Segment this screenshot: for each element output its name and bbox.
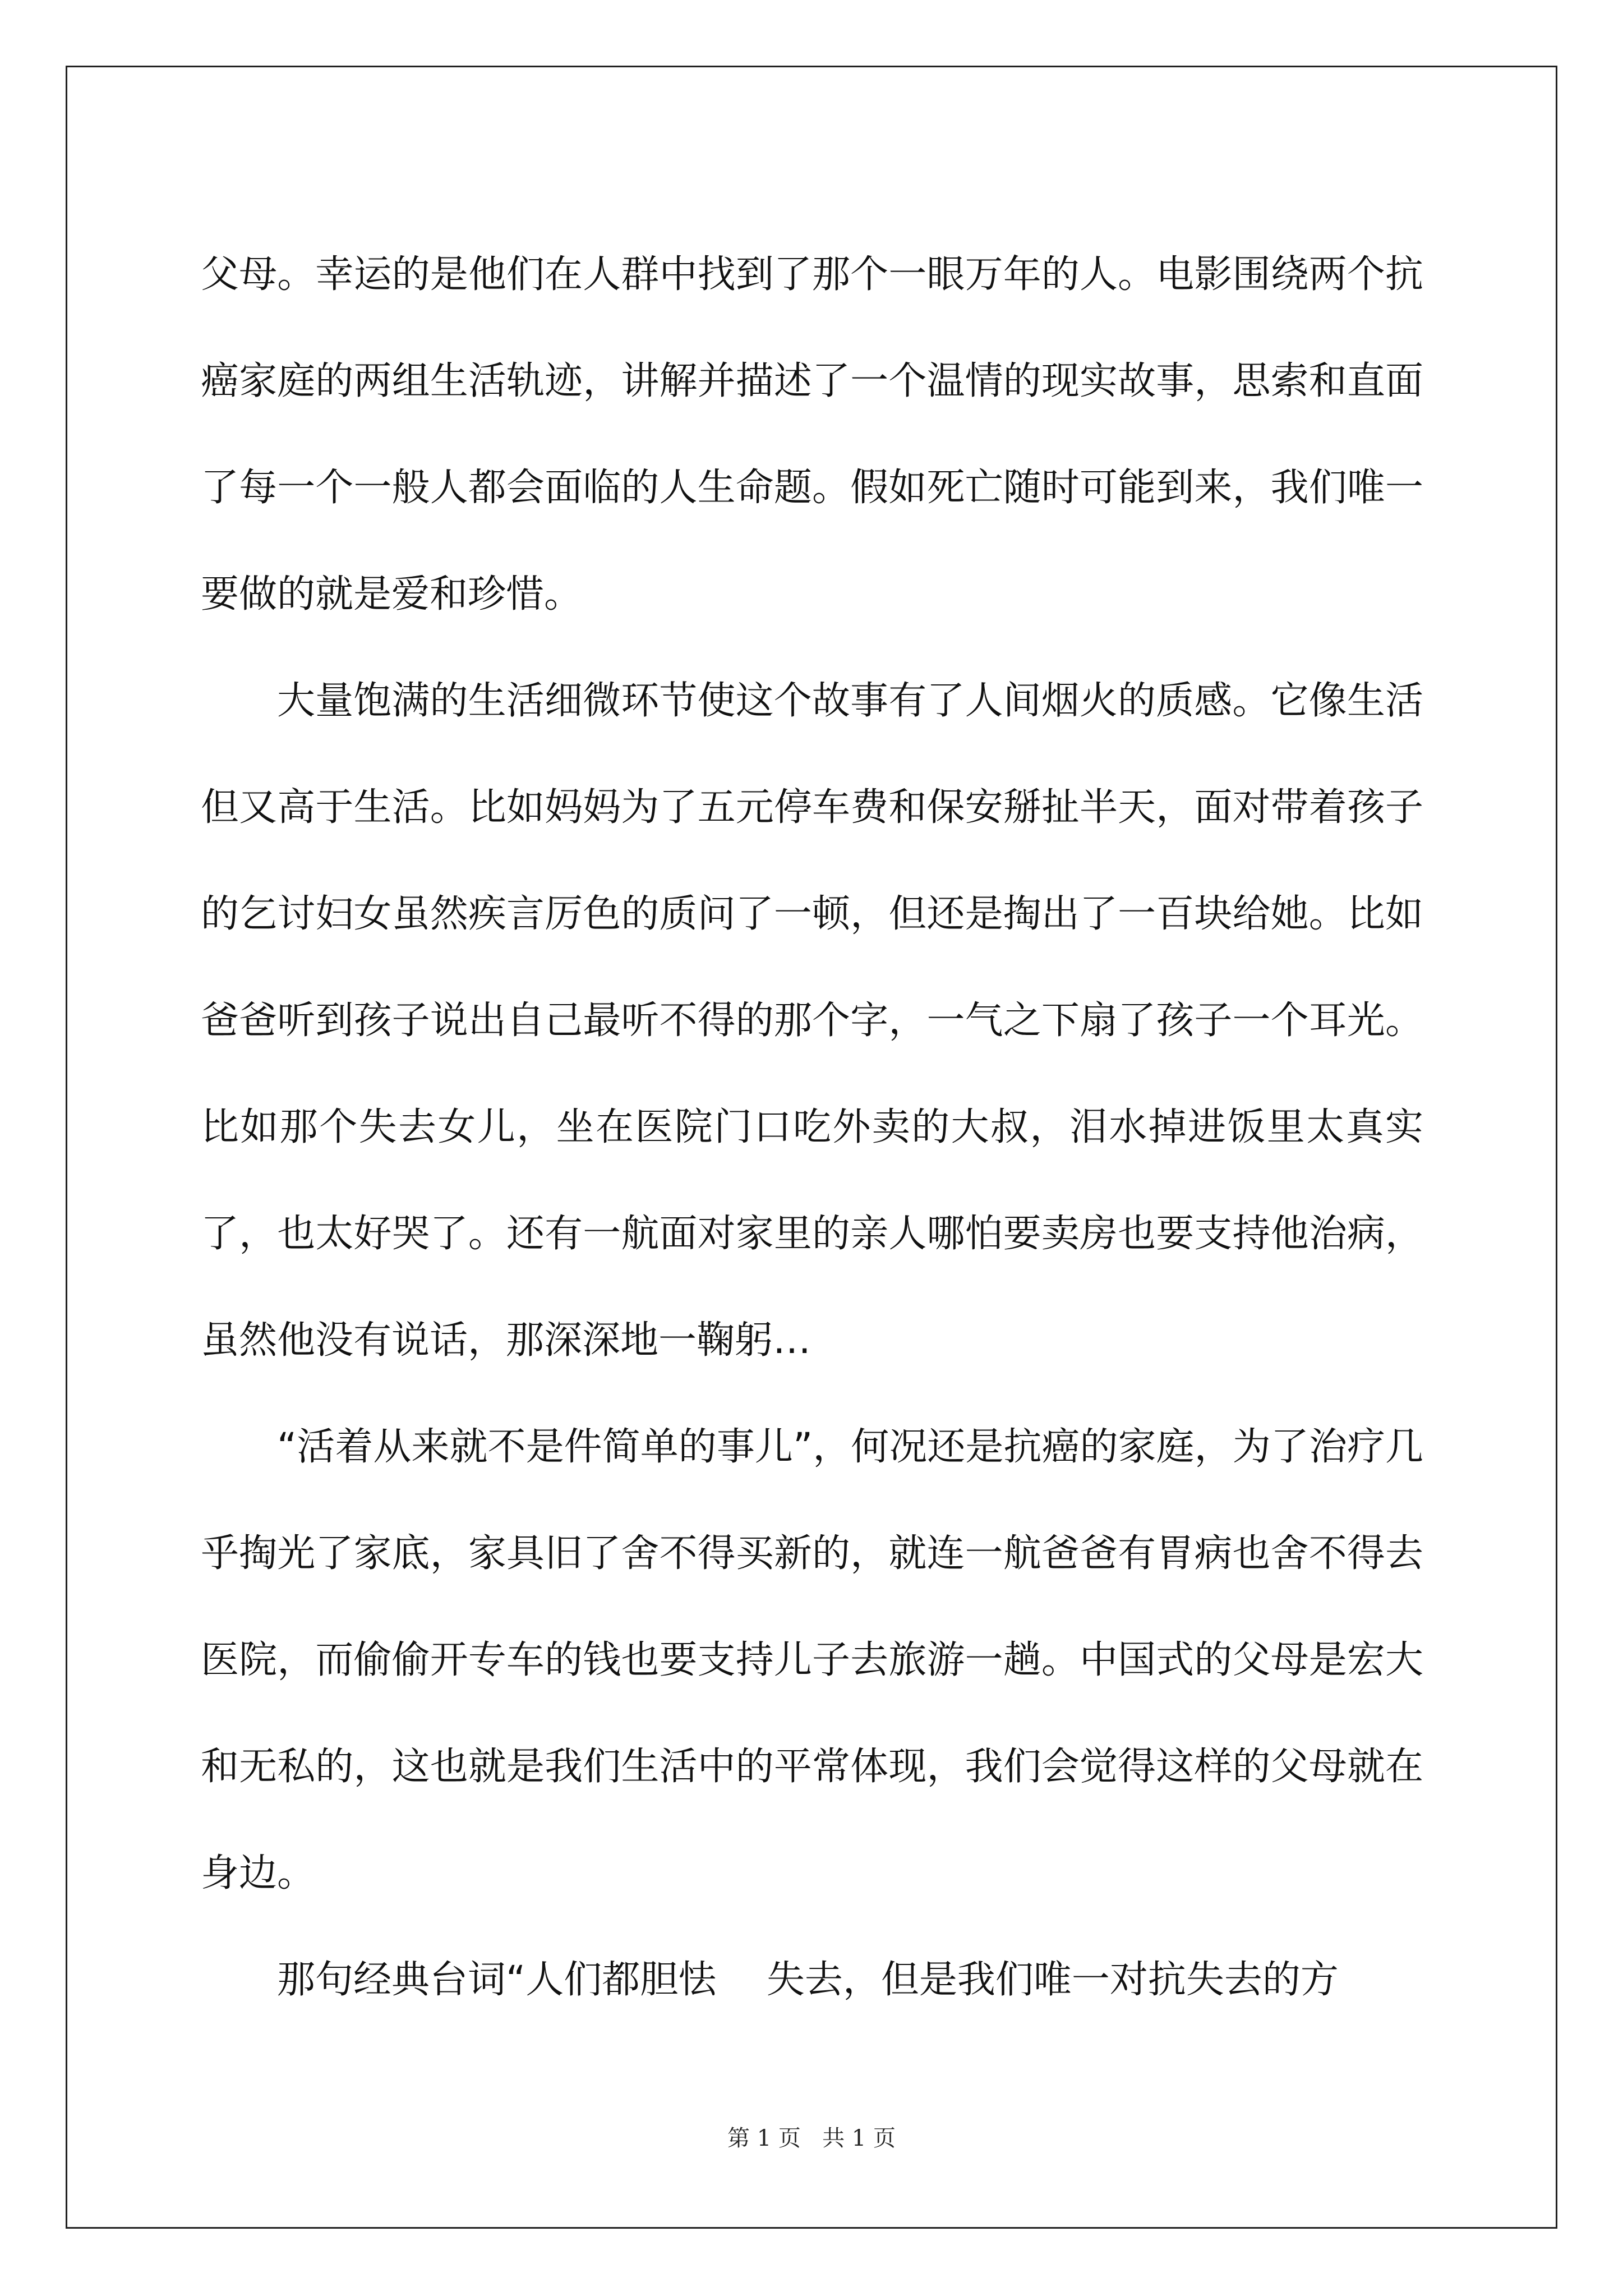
page-number-footer: 第 1 页 共 1 页 [727, 2125, 896, 2151]
paragraph-3: “活着从来就不是件简单的事儿”，何况还是抗癌的家庭，为了治疗几乎掏光了家底，家具旧了舍不得买新的，就连一航爸爸有胃病也舍不得去医院，而偷偷开专车的钱也要支持儿子去旅游一趟。中国式的父母是宏大和无私的，这也就是我们生活中的平常体现，我们会觉得这样的父母就在身边。 [201, 1425, 1423, 1895]
paragraph-4: 那句经典台词“人们都胆怯 失去，但是我们唯一对抗失去的方 [277, 1958, 1339, 2002]
paragraph-2: 大量饱满的生活细微环节使这个故事有了人间烟火的质感。它像生活但又高于生活。比如妈妈为了五元停车费和保安掰扯半天，面对带着孩子的乞讨妇女虽然疾言厉色的质问了一顿，但还是掏出了一百块给她。比如爸爸听到孩子说出自己最听不得的那个字，一气之下扇了孩子一个耳光。比如那个失去女儿，坐在医院门口吃外卖的大叔，泪水掉进饭里太真实了，也太好哭了。还有一航面对家里的亲人哪怕要卖房也要支持他治病，虽然他没有说话，那深深地一鞠躬… [201, 679, 1423, 1363]
paragraph-1: 父母。幸运的是他们在人群中找到了那个一眼万年的人。电影围绕两个抗癌家庭的两组生活轨迹，讲解并描述了一个温情的现实故事，思索和直面了每一个一般人都会面临的人生命题。假如死亡随时可能到来，我们唯一要做的就是爱和珍惜。 [201, 252, 1423, 616]
document-body [201, 222, 1423, 2033]
